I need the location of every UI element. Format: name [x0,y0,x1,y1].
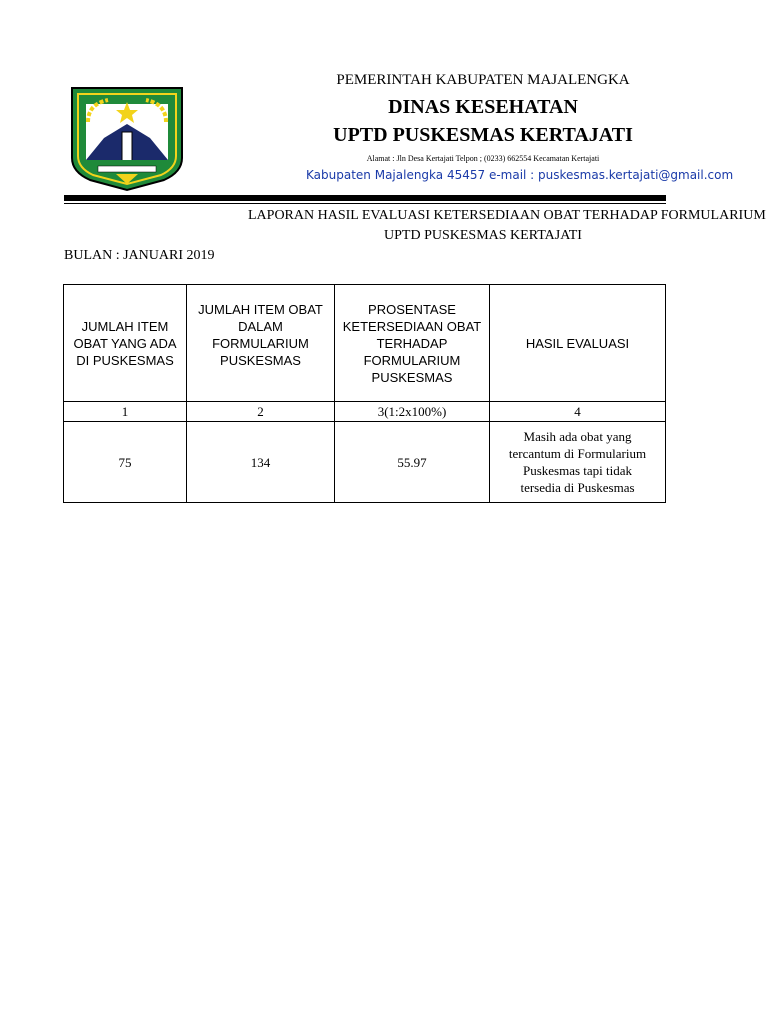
header-thick-rule [64,195,666,201]
address-line: Alamat : Jln Desa Kertajati Telpon ; (0233) 662554 Kecamatan Kertajati [366,154,600,163]
government-name: PEMERINTAH KABUPATEN MAJALENGKA [336,72,630,88]
report-month: BULAN : JANUARI 2019 [64,248,215,263]
contact-email-link[interactable]: Kabupaten Majalengka 45457 e-mail : puskesmas.kertajati@gmail.com [306,168,734,182]
header-cell: HASIL EVALUASI [490,285,666,402]
evaluation-table [63,284,666,503]
column-number-cell: 2 [187,402,335,422]
formulary-items-cell: 134 [187,422,335,503]
department-name: DINAS KESEHATAN [388,96,578,118]
header-cell: JUMLAH ITEM OBAT YANG ADA DI PUSKESMAS [64,285,187,402]
table-header-row [64,285,666,402]
header-cell: JUMLAH ITEM OBAT DALAM FORMULARIUM PUSKESMAS [187,285,335,402]
regency-emblem-icon [64,80,190,190]
clinic-name: UPTD PUSKESMAS KERTAJATI [333,124,633,146]
header-cell: PROSENTASE KETERSEDIAAN OBAT TERHADAP FORMULARIUM PUSKESMAS [335,285,490,402]
evaluation-result-cell: Masih ada obat yang tercantum di Formularium Puskesmas tapi tidak tersedia di Puskesmas [490,422,666,503]
available-items-cell: 75 [64,422,187,503]
column-number-cell: 1 [64,402,187,422]
table-row [64,422,666,503]
header-thin-rule [64,203,666,204]
column-number-cell: 4 [490,402,666,422]
column-number-row [64,402,666,422]
report-subtitle: UPTD PUSKESMAS KERTAJATI [384,228,582,243]
column-number-cell: 3(1:2x100%) [335,402,490,422]
percentage-cell: 55.97 [335,422,490,503]
report-title: LAPORAN HASIL EVALUASI KETERSEDIAAN OBAT TERHADAP FORMULARIUM [248,208,766,223]
